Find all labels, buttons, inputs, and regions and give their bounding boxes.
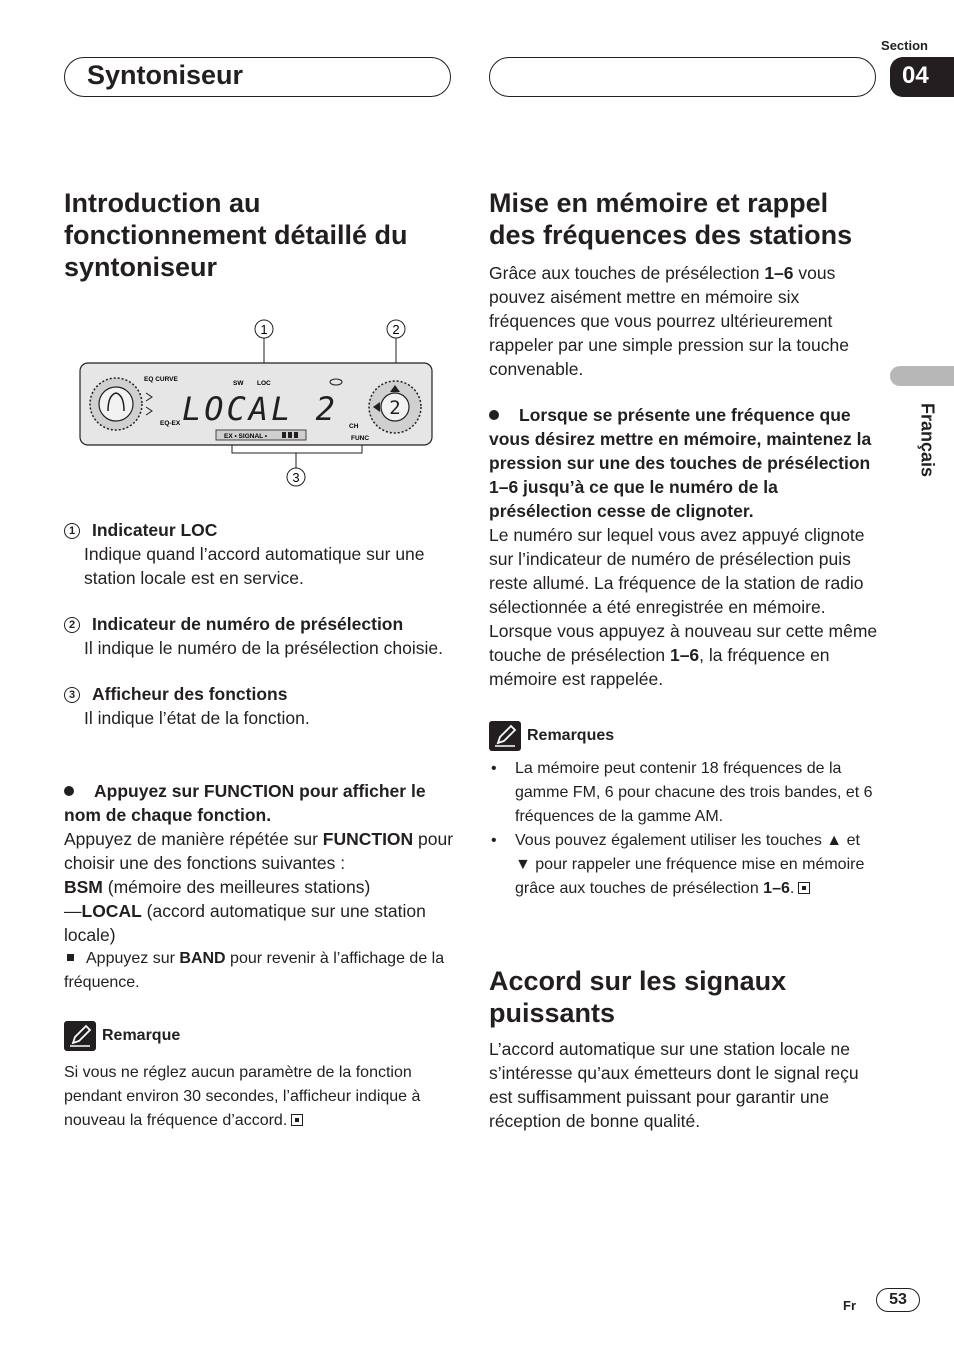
callout-1: 1 [260,322,268,337]
display-diagram-svg [78,315,438,490]
remarks-title: Remarques [527,727,615,745]
label-func: FUNC [351,435,370,442]
label-sw: SW [233,380,244,387]
legend-title-1: Indicateur LOC [92,520,218,540]
remark-item-2: • Vous pouvez également utiliser les touches ▲ et ▼ pour rappeler une fréquence mise en mémoire grâce aux touches de présélection 1–6. [489,829,879,901]
function-step [64,779,454,995]
pencil-icon [64,1021,96,1051]
label-eq-curve: EQ CURVE [144,376,178,383]
left-column [64,187,454,283]
callout-3: 3 [292,470,300,485]
section-label: Section [881,38,928,53]
page-number: 53 [876,1288,920,1312]
chapter-header [64,57,451,97]
square-bullet [67,954,74,961]
remark-item-1: • La mémoire peut contenir 18 fréquences de la gamme FM, 6 pour chacune des trois bandes, et 6 fréquences de la gamme AM. [489,757,879,829]
diagram-legend [64,518,454,730]
pencil-icon [489,721,521,751]
legend-desc-3: Il indique l’état de la fonction. [84,708,310,728]
right-step-text2: Lorsque vous appuyez à nouveau sur cette même touche de présélection 1–6, la fréquence en mémoire est rappelée. [489,621,878,689]
legend-desc-2: Il indique le numéro de la présélection choisie. [84,638,443,658]
label-signal: EX • SIGNAL • [224,433,268,440]
function-step-title: Appuyez sur FUNCTION pour afficher le nom de chaque fonction. [64,781,426,825]
step-bullet [64,786,74,796]
callout-2: 2 [392,322,400,337]
step-bullet-right [489,410,499,420]
chapter-title: Syntoniseur [87,60,244,90]
footer-lang-code: Fr [843,1298,856,1313]
right-step-title: Lorsque se présente une fréquence que vous désirez mettre en mémoire, maintenez la pression sur une des touches de présélection 1–6 jusqu’à ce que le numéro de la présélection cesse de clignoter. [489,405,872,521]
right-step-text1: Le numéro sur lequel vous avez appuyé clignote sur l’indicateur de numéro de présélection puis reste allumé. La fréquence de la station de radio sélectionnée a été enregistrée en mémoire. [489,525,865,617]
left-section-title: Introduction au fonctionnement détaillé du syntoniseur [64,188,408,282]
display-diagram [78,315,438,490]
legend-desc-1: Indique quand l’accord automatique sur une station locale est en service. [84,544,425,588]
remarks-header [489,721,879,751]
language-tab [890,366,954,386]
end-mark-icon [798,882,810,894]
legend-item-3 [64,682,454,730]
remark-header [64,1021,454,1051]
remark-title: Remarque [102,1027,181,1045]
legend-item-2 [64,612,454,660]
right-text-2: L’accord automatique sur une station locale ne s’intéresse qu’aux émetteurs dont le signal reçu est suffisamment puissant pour garantir une réception de bonne qualité. [489,1039,859,1131]
legend-title-3: Afficheur des fonctions [92,684,288,704]
header-blank-pill [489,57,876,97]
svg-text:2: 2 [389,397,401,419]
lcd-text: LOCAL 2 [182,390,338,428]
legend-title-2: Indicateur de numéro de présélection [92,614,404,634]
remark-text-wrap [64,1061,454,1133]
label-ch: CH [349,423,359,430]
right-section-title: Mise en mémoire et rappel des fréquences des stations [489,188,853,250]
label-loc: LOC [257,380,271,387]
legend-number-2: 2 [64,617,80,633]
legend-number-3: 3 [64,687,80,703]
function-step-text: Appuyez de manière répétée sur FUNCTION pour choisir une des fonctions suivantes : BSM (mémoire des meilleures stations) —LOCAL (accord automatique sur une station locale) [64,829,454,945]
language-label: Français [917,402,938,478]
legend-item-1 [64,518,454,590]
section-number: 04 [890,57,954,97]
label-eq-ex: EQ-EX [160,420,181,427]
right-column [489,187,879,1133]
remark-box [64,1021,454,1133]
end-mark-icon [291,1114,303,1126]
band-note: Appuyez sur BAND pour revenir à l’affichage de la fréquence. [64,950,445,991]
right-section-title-2: Accord sur les signaux puissants [489,966,787,1028]
remarks-list [489,757,879,901]
remark-text: Si vous ne réglez aucun paramètre de la fonction pendant environ 30 secondes, l’afficheur indique à nouveau la fréquence d’accord. [64,1064,421,1129]
right-intro: Grâce aux touches de présélection 1–6 vous pouvez aisément mettre en mémoire six fréquences que vous pourrez ultérieurement rappeler par une simple pression sur la touche convenable. [489,263,849,379]
legend-number-1: 1 [64,523,80,539]
